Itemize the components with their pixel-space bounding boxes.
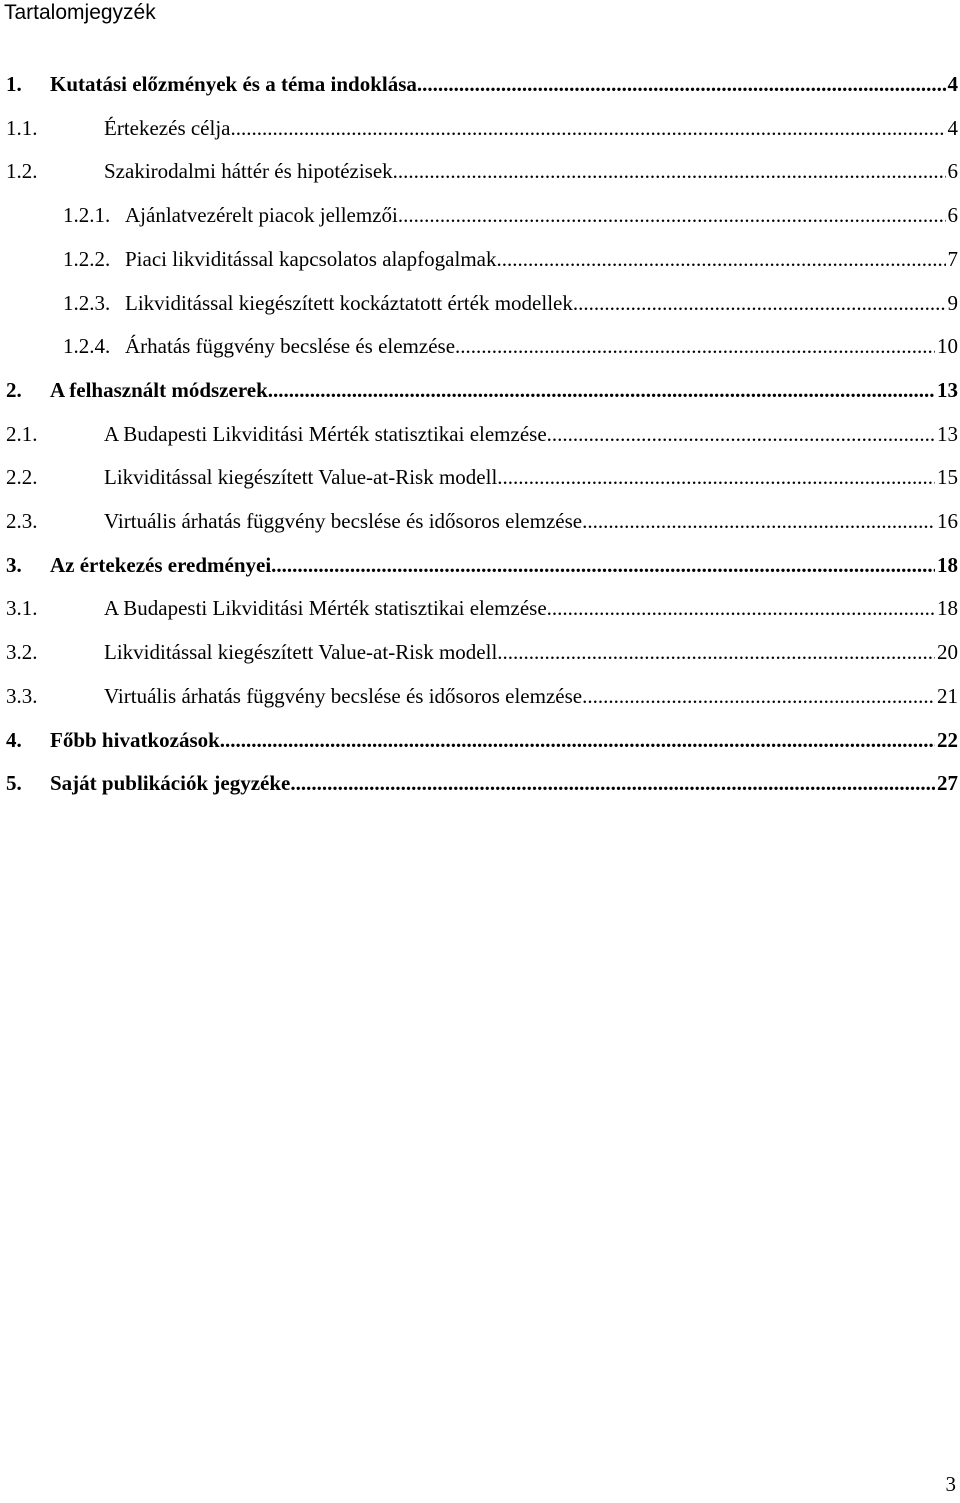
toc-dot-leader xyxy=(547,595,935,621)
toc-dot-leader xyxy=(231,115,946,141)
toc-entry-label: Virtuális árhatás függvény becslése és idősoros elemzése xyxy=(104,683,583,708)
toc-entry-label: Likviditással kiegészített Value-at-Risk modell xyxy=(104,640,498,665)
toc-entry-page: 13 xyxy=(937,377,958,402)
toc-entry-label: Kutatási előzmények és a téma indoklása xyxy=(50,72,417,96)
toc-entry-label: Szakirodalmi háttér és hipotézisek xyxy=(104,159,393,184)
toc-entry[interactable] xyxy=(6,421,958,447)
toc-entry-label: A felhasznált módszerek xyxy=(50,377,268,402)
toc-entry-page: 16 xyxy=(937,509,958,533)
toc-dot-leader xyxy=(573,290,946,316)
toc-entry[interactable] xyxy=(6,727,958,753)
toc-entry[interactable] xyxy=(63,246,958,272)
toc-entry[interactable] xyxy=(6,377,958,403)
toc-entry-number: 3.2. xyxy=(6,640,38,665)
toc-entry[interactable] xyxy=(6,639,958,665)
toc-entry-label: Likviditással kiegészített Value-at-Risk modell xyxy=(104,465,498,490)
toc-entry-page: 18 xyxy=(937,596,958,621)
toc-entry-page: 9 xyxy=(947,290,958,315)
toc-entry-label: Főbb hivatkozások xyxy=(50,727,220,752)
toc-dot-leader xyxy=(497,464,935,490)
toc-entry[interactable] xyxy=(6,595,958,621)
toc-entry[interactable] xyxy=(6,552,958,578)
toc-entry[interactable] xyxy=(6,683,958,709)
toc-dot-leader xyxy=(582,508,935,534)
toc-entry-number: 1.2. xyxy=(6,159,38,184)
toc-dot-leader xyxy=(497,639,935,665)
toc-entry-page: 6 xyxy=(947,159,958,184)
toc-entry[interactable] xyxy=(6,770,958,796)
toc-entry-number: 2.2. xyxy=(6,465,38,490)
toc-entry-page: 27 xyxy=(937,771,958,796)
toc-dot-leader xyxy=(268,377,935,403)
toc-dot-leader xyxy=(497,246,946,272)
toc-entry[interactable] xyxy=(63,202,958,228)
toc-entry-page: 6 xyxy=(947,203,958,228)
toc-entry-label: Virtuális árhatás függvény becslése és idősoros elemzése xyxy=(104,509,583,533)
toc-entry-number: 1.2.2. xyxy=(63,246,111,271)
toc-entry-number: 3.1. xyxy=(6,596,38,621)
toc-entry-page: 4 xyxy=(947,115,958,140)
toc-entry-number: 3.3. xyxy=(6,683,38,708)
toc-entry-number: 2.1. xyxy=(6,421,38,446)
toc-entry-number: 4. xyxy=(6,727,22,752)
toc-entry-label: Árhatás függvény becslése és elemzése xyxy=(125,334,456,359)
toc-entry-number: 3. xyxy=(6,552,22,577)
toc-entry-number: 1.2.4. xyxy=(63,334,111,359)
toc-entry-page: 22 xyxy=(937,727,958,752)
toc-entry-page: 4 xyxy=(947,72,958,96)
toc-entry[interactable] xyxy=(63,333,958,359)
toc-entry-page: 18 xyxy=(937,552,958,577)
toc-entry[interactable] xyxy=(6,115,958,141)
toc-dot-leader xyxy=(220,727,935,753)
toc-entry[interactable] xyxy=(6,158,958,184)
toc-entry[interactable] xyxy=(6,464,958,490)
toc-entry[interactable] xyxy=(63,290,958,316)
page-number: 3 xyxy=(945,1472,956,1496)
toc-entry-page: 10 xyxy=(937,334,958,359)
toc-entry-label: A Budapesti Likviditási Mérték statisztikai elemzése xyxy=(104,421,547,446)
toc-dot-leader xyxy=(455,333,935,359)
toc-dot-leader xyxy=(393,158,946,184)
toc-dot-leader xyxy=(582,683,935,709)
toc-dot-leader xyxy=(417,71,946,97)
toc-entry-number: 2.3. xyxy=(6,509,38,533)
toc-entry-page: 15 xyxy=(937,465,958,490)
toc-entry-number: 2. xyxy=(6,377,22,402)
toc-dot-leader xyxy=(290,770,935,796)
toc-entry-number: 1.1. xyxy=(6,115,38,140)
toc-entry-page: 20 xyxy=(937,640,958,665)
toc-entry-page: 7 xyxy=(947,246,958,271)
toc-entry-number: 5. xyxy=(6,771,22,796)
toc-dot-leader xyxy=(271,552,935,578)
toc-dot-leader xyxy=(547,421,935,447)
toc-entry-number: 1.2.3. xyxy=(63,290,111,315)
toc-entry-page: 13 xyxy=(937,421,958,446)
toc-entry-number: 1. xyxy=(6,72,22,96)
toc-entry-label: A Budapesti Likviditási Mérték statisztikai elemzése xyxy=(104,596,547,621)
toc-entry-label: Saját publikációk jegyzéke xyxy=(50,771,291,796)
toc-entry-page: 21 xyxy=(937,683,958,708)
toc-dot-leader xyxy=(398,202,946,228)
toc-entry-label: Ajánlatvezérelt piacok jellemzői xyxy=(125,203,398,228)
toc-entry-number: 1.2.1. xyxy=(63,203,111,228)
toc-title: Tartalomjegyzék xyxy=(4,1,156,24)
toc-entry-label: Az értekezés eredményei xyxy=(50,552,272,577)
toc-entry[interactable] xyxy=(6,508,958,534)
toc-entry-label: Likviditással kiegészített kockáztatott érték modellek xyxy=(125,290,573,315)
toc-entry-label: Értekezés célja xyxy=(104,115,231,140)
toc-entry-label: Piaci likviditással kapcsolatos alapfogalmak xyxy=(125,246,497,271)
toc-entry[interactable] xyxy=(6,71,958,97)
